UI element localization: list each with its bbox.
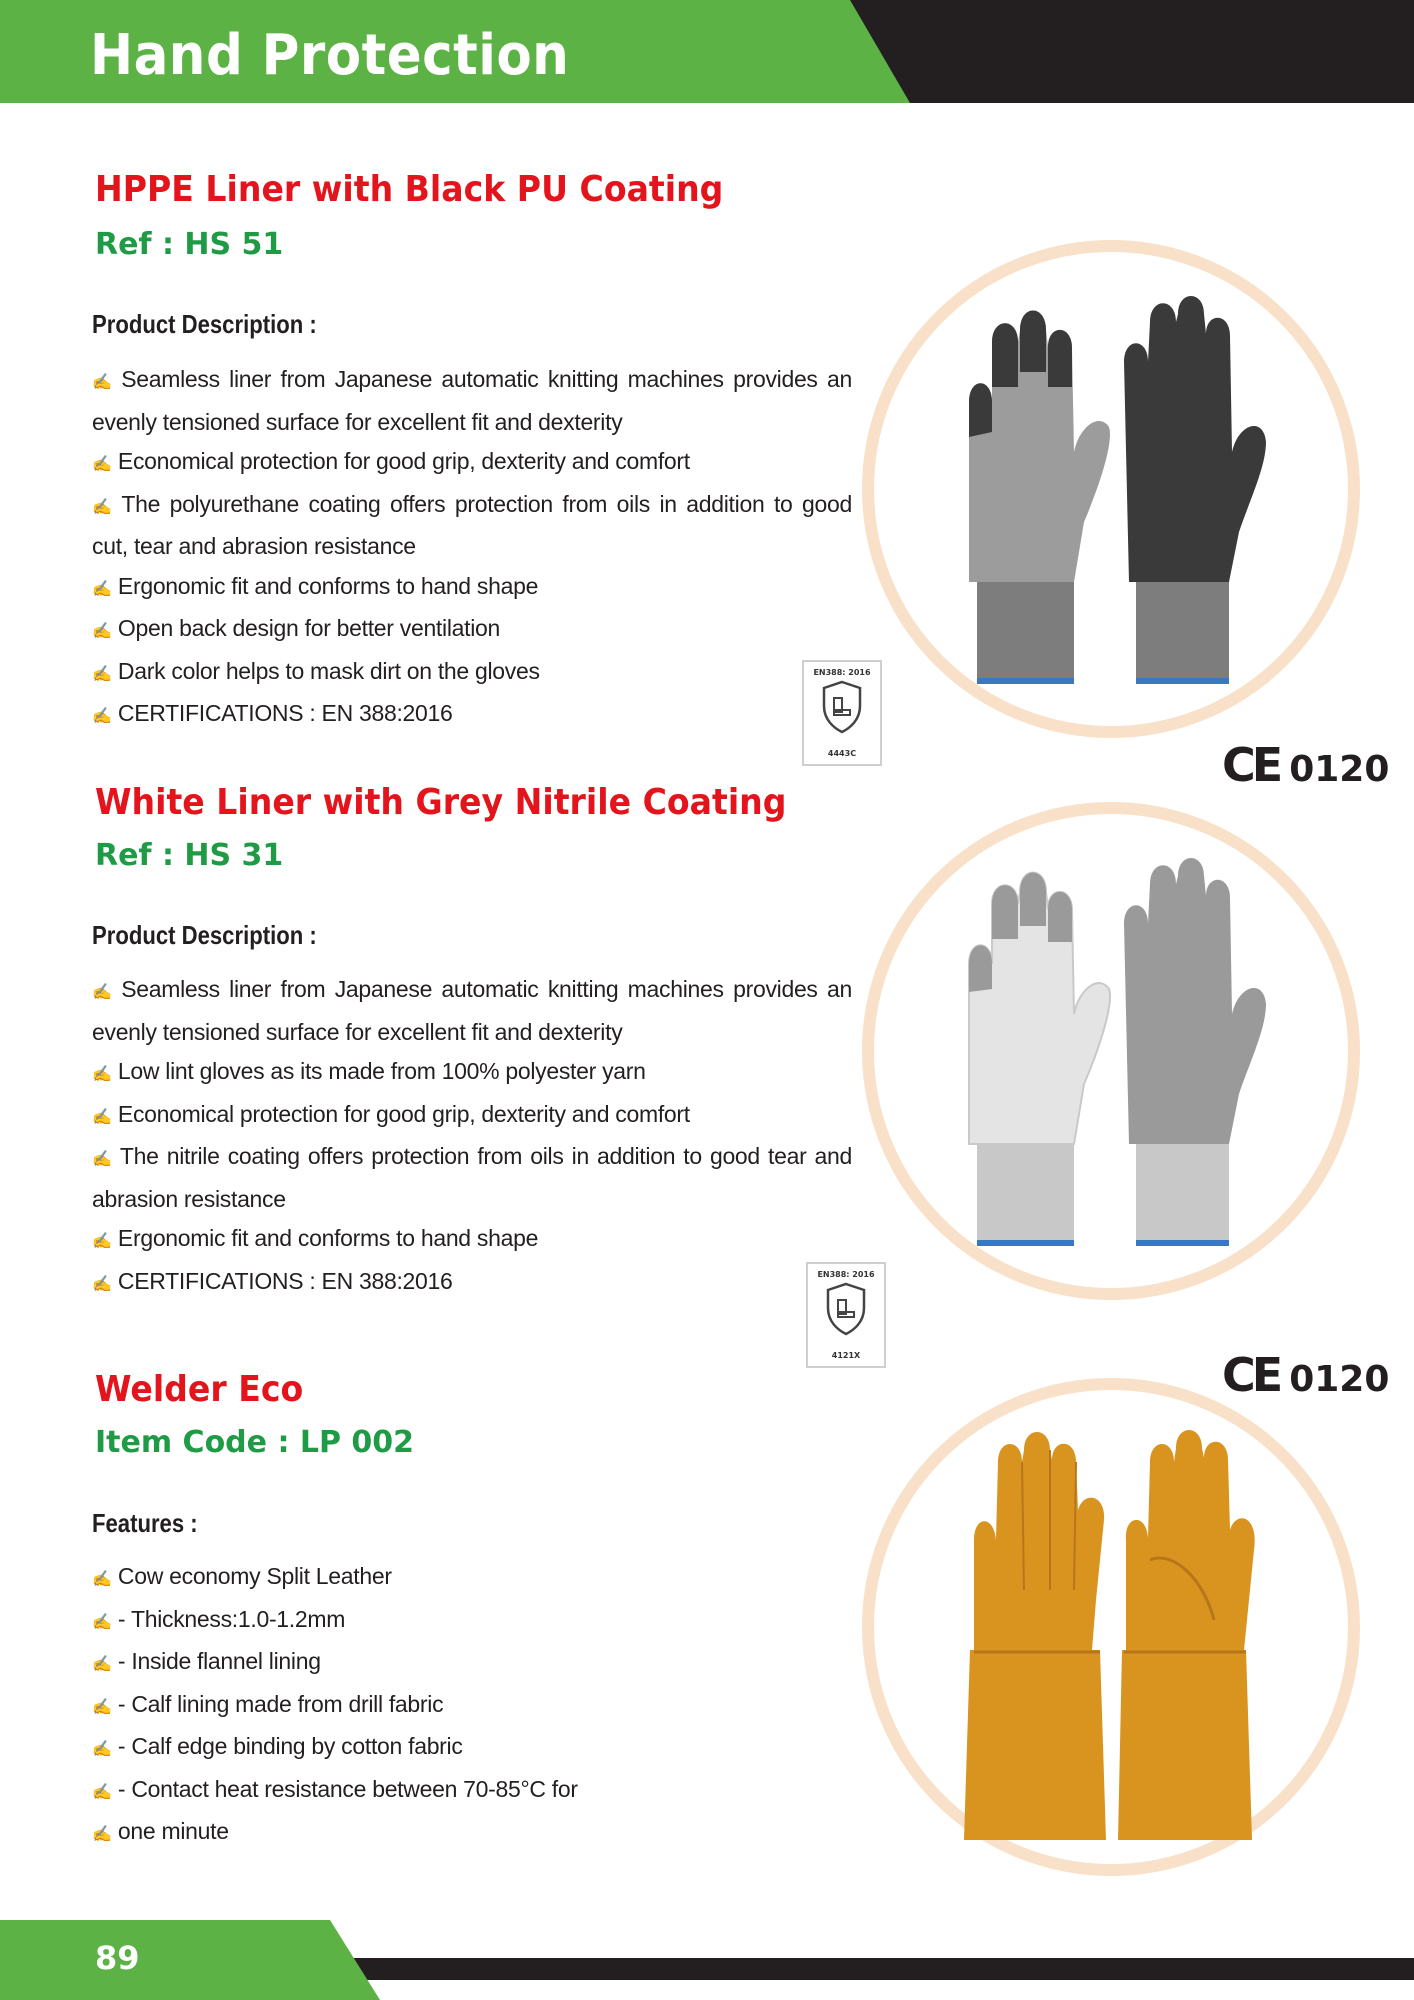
glove-pair-image bbox=[874, 814, 1348, 1288]
glove-right bbox=[1124, 858, 1266, 1246]
list-item: ✍ - Calf edge binding by cotton fabric bbox=[92, 1733, 463, 1759]
ce-logo-icon: CE bbox=[1222, 738, 1280, 792]
product-image-circle-hs31 bbox=[862, 802, 1360, 1300]
glove-left bbox=[969, 311, 1110, 685]
list-item: ✍ Seamless liner from Japanese automatic knitting machines provides an evenly tensioned surface for excellent fit and dexterity bbox=[92, 366, 852, 435]
pen-bullet-icon: ✍ bbox=[92, 665, 112, 683]
pen-bullet-icon: ✍ bbox=[92, 1698, 112, 1716]
product-description-heading: Product Description : bbox=[92, 309, 317, 339]
list-item: ✍ Ergonomic fit and conforms to hand shape bbox=[92, 1225, 539, 1251]
pen-bullet-icon: ✍ bbox=[92, 623, 112, 640]
product-title-hs51: HPPE Liner with Black PU Coating bbox=[95, 169, 724, 210]
welding-glove-pair-image bbox=[874, 1390, 1348, 1864]
pen-bullet-icon: ✍ bbox=[92, 580, 112, 598]
list-item: ✍ - Inside flannel lining bbox=[92, 1648, 321, 1674]
pen-bullet-icon: ✍ bbox=[92, 984, 116, 1001]
pen-bullet-icon: ✍ bbox=[92, 456, 112, 473]
list-item: ✍ CERTIFICATIONS : EN 388:2016 bbox=[92, 700, 453, 726]
list-item: ✍ Dark color helps to mask dirt on the gloves bbox=[92, 657, 540, 684]
cert-standard-label: EN388: 2016 bbox=[817, 1270, 875, 1279]
product-ref-hs31: Ref : HS 31 bbox=[95, 838, 284, 873]
list-item: ✍ The nitrile coating offers protection from oils in addition to good tear and abrasion resistance bbox=[92, 1143, 852, 1212]
list-item: ✍ Low lint gloves as its made from 100% polyester yarn bbox=[92, 1058, 646, 1084]
ce-certification-mark bbox=[1222, 738, 1390, 792]
pen-bullet-icon: ✍ bbox=[92, 1151, 114, 1168]
footer-green-band bbox=[0, 1920, 380, 2000]
cert-code: 4443C bbox=[827, 749, 857, 758]
shield-hammer-icon bbox=[824, 1282, 868, 1336]
product-bullets-hs51 bbox=[92, 360, 852, 737]
product-bullets-hs31 bbox=[92, 970, 852, 1304]
ce-notified-body-number: 0120 bbox=[1289, 1359, 1390, 1400]
pen-bullet-icon: ✍ bbox=[92, 1108, 112, 1126]
pen-bullet-icon: ✍ bbox=[92, 1275, 112, 1293]
list-item: ✍ CERTIFICATIONS : EN 388:2016 bbox=[92, 1267, 453, 1294]
list-item: ✍ - Calf lining made from drill fabric bbox=[92, 1690, 444, 1717]
features-heading: Features : bbox=[92, 1508, 198, 1538]
pen-bullet-icon: ✍ bbox=[92, 1741, 112, 1758]
glove-pair-image bbox=[874, 252, 1348, 726]
pen-bullet-icon: ✍ bbox=[92, 374, 116, 391]
list-item: ✍ Ergonomic fit and conforms to hand shape bbox=[92, 572, 539, 599]
pen-bullet-icon: ✍ bbox=[92, 1233, 112, 1250]
list-item: ✍ Open back design for better ventilation bbox=[92, 615, 501, 641]
ce-notified-body-number: 0120 bbox=[1289, 749, 1390, 790]
pen-bullet-icon: ✍ bbox=[92, 708, 112, 725]
glove-left bbox=[969, 873, 1110, 1247]
product-features-welder-eco bbox=[92, 1557, 652, 1855]
product-title-welder-eco: Welder Eco bbox=[95, 1369, 304, 1410]
shield-hammer-icon bbox=[820, 680, 864, 734]
list-item: ✍ The polyurethane coating offers protection from oils in addition to good cut, tear and abrasion resistance bbox=[92, 490, 852, 559]
pen-bullet-icon: ✍ bbox=[92, 1656, 112, 1673]
product-title-hs31: White Liner with Grey Nitrile Coating bbox=[95, 782, 787, 823]
page-title: Hand Protection bbox=[90, 23, 570, 88]
product-ref-hs51: Ref : HS 51 bbox=[95, 227, 284, 262]
pen-bullet-icon: ✍ bbox=[92, 1783, 112, 1801]
en388-cert-badge bbox=[802, 660, 882, 766]
footer-dark-band bbox=[330, 1958, 1414, 1980]
product-description-heading: Product Description : bbox=[92, 920, 317, 950]
cert-standard-label: EN388: 2016 bbox=[813, 668, 871, 677]
product-image-circle-hs51 bbox=[862, 240, 1360, 738]
list-item: ✍ Cow economy Split Leather bbox=[92, 1563, 392, 1589]
pen-bullet-icon: ✍ bbox=[92, 498, 116, 516]
glove-right bbox=[1124, 296, 1266, 684]
cert-code: 4121X bbox=[831, 1351, 861, 1360]
pen-bullet-icon: ✍ bbox=[92, 1066, 112, 1083]
glove-right bbox=[1118, 1430, 1255, 1840]
product-image-circle-welder-eco bbox=[862, 1378, 1360, 1876]
pen-bullet-icon: ✍ bbox=[92, 1571, 112, 1588]
list-item: ✍ - Contact heat resistance between 70-85°C for bbox=[92, 1775, 578, 1802]
product-item-code-lp002: Item Code : LP 002 bbox=[95, 1425, 415, 1460]
list-item: ✍ Economical protection for good grip, dexterity and comfort bbox=[92, 1100, 690, 1127]
pen-bullet-icon: ✍ bbox=[92, 1613, 112, 1631]
list-item: ✍ - Thickness:1.0-1.2mm bbox=[92, 1605, 346, 1632]
list-item: ✍ Seamless liner from Japanese automatic knitting machines provides an evenly tensioned surface for excellent fit and dexterity bbox=[92, 976, 852, 1045]
list-item: ✍ Economical protection for good grip, dexterity and comfort bbox=[92, 448, 690, 474]
pen-bullet-icon: ✍ bbox=[92, 1826, 112, 1843]
list-item: ✍ one minute bbox=[92, 1818, 229, 1844]
glove-left bbox=[964, 1432, 1106, 1840]
page-number: 89 bbox=[95, 1939, 140, 1977]
ce-logo-icon: CE bbox=[1222, 1348, 1280, 1402]
